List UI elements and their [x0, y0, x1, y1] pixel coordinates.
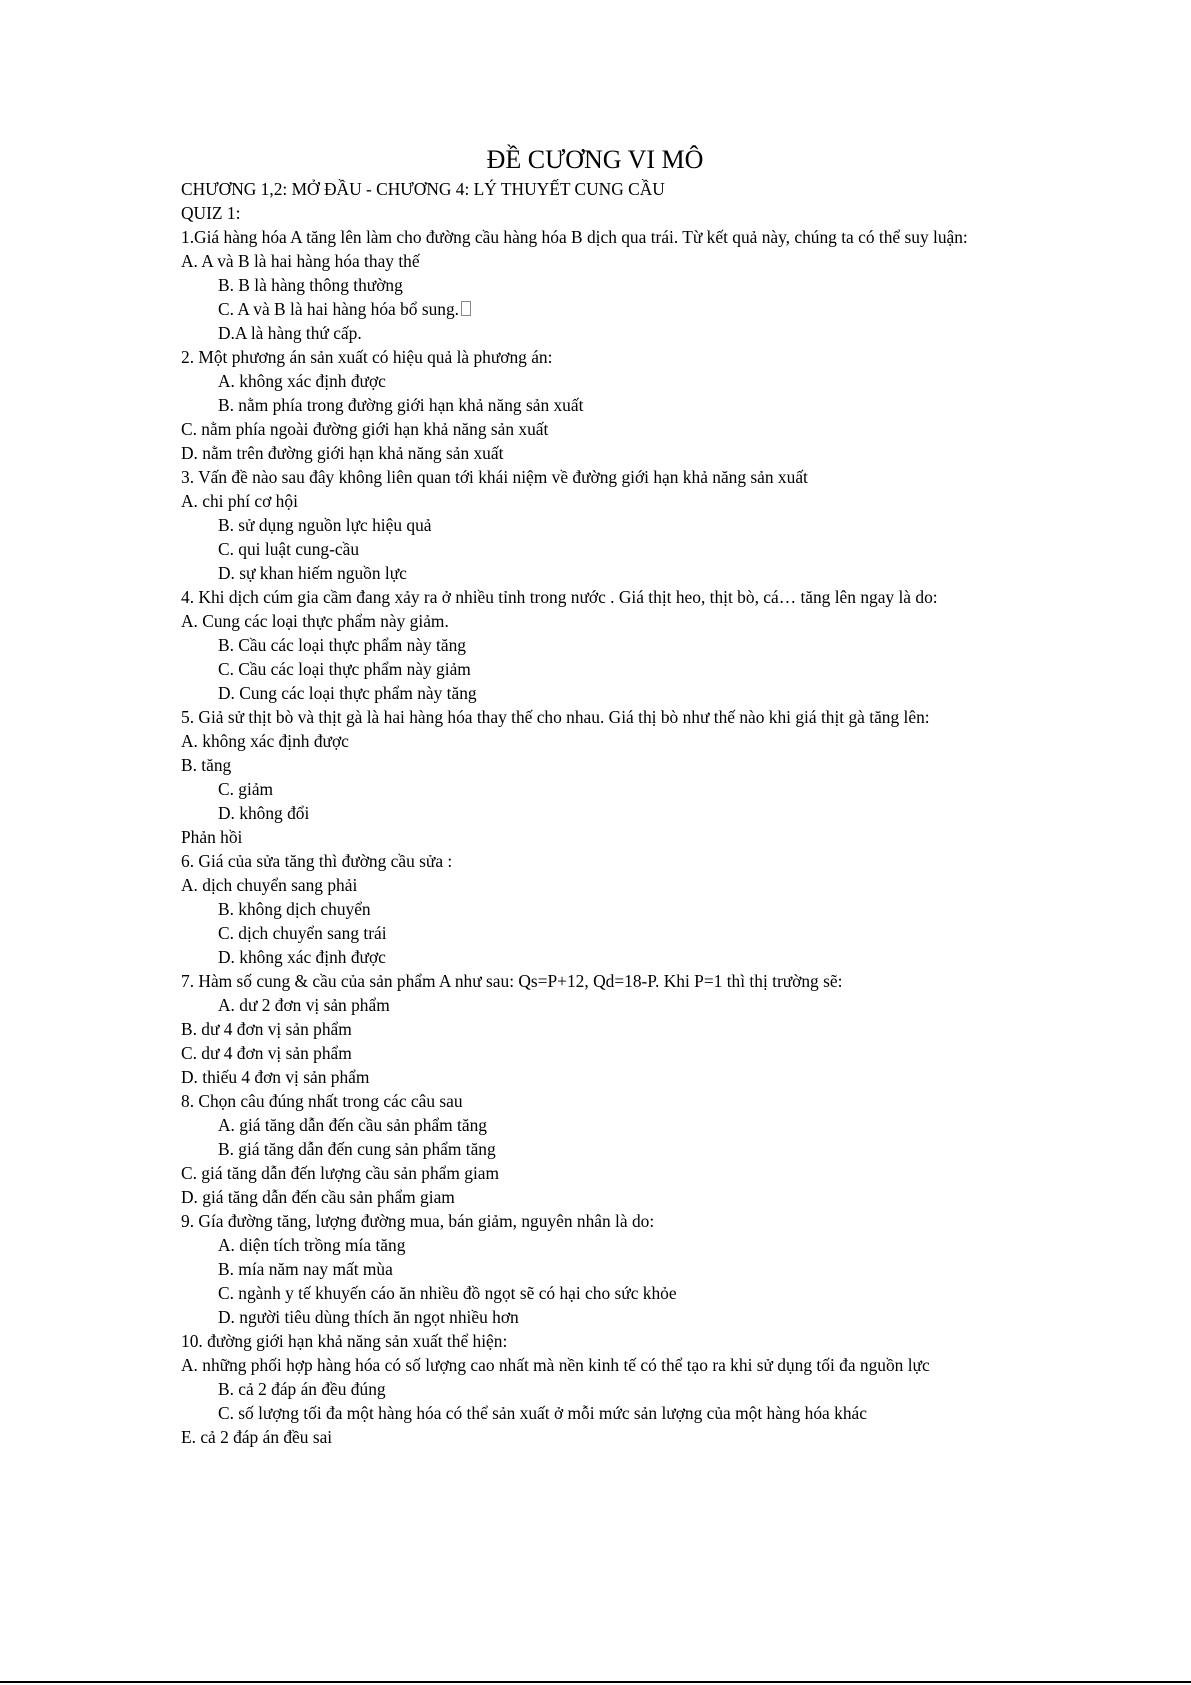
option: B. mía năm nay mất mùa: [218, 1259, 393, 1279]
question-10: 10. đường giới hạn khả năng sản xuất thể hiện:: [181, 1331, 508, 1351]
option: C. dịch chuyển sang trái: [218, 923, 387, 943]
option: D. người tiêu dùng thích ăn ngọt nhiều hơn: [218, 1307, 519, 1327]
question-7: 7. Hàm số cung & cầu của sản phẩm A như sau: Qs=P+12, Qd=18-P. Khi P=1 thì thị trường sẽ:: [181, 971, 843, 991]
option: C. Cầu các loại thực phẩm này giảm: [218, 659, 471, 679]
document-title: ĐỀ CƯƠNG VI MÔ: [486, 145, 704, 174]
option: B. cả 2 đáp án đều đúng: [218, 1379, 386, 1399]
question-2: 2. Một phương án sản xuất có hiệu quả là phương án:: [181, 347, 553, 367]
document-page: [181, 143, 981, 1449]
question-9: 9. Gía đường tăng, lượng đường mua, bán giảm, nguyên nhân là do:: [181, 1211, 655, 1231]
option: A. Cung các loại thực phẩm này giảm.: [181, 611, 449, 631]
option: C. A và B là hai hàng hóa bổ sung.: [181, 297, 981, 321]
option: A. dịch chuyển sang phải: [181, 875, 358, 895]
question-8: 8. Chọn câu đúng nhất trong các câu sau: [181, 1091, 463, 1111]
option: D. không xác định được: [218, 947, 386, 967]
option: C. ngành y tế khuyến cáo ăn nhiều đồ ngọt sẽ có hại cho sức khỏe: [218, 1283, 677, 1303]
option: C. số lượng tối đa một hàng hóa có thể sản xuất ở mỗi mức sản lượng của một hàng hóa khác: [218, 1403, 867, 1423]
option: D. không đổi: [218, 803, 310, 823]
chapter-heading: CHƯƠNG 1,2: MỞ ĐẦU - CHƯƠNG 4: LÝ THUYẾT CUNG CẦU: [181, 179, 665, 199]
option: D. nằm trên đường giới hạn khả năng sản xuất: [181, 443, 504, 463]
option: B. không dịch chuyển: [218, 899, 371, 919]
option: D.A là hàng thứ cấp.: [218, 323, 362, 343]
option: D. sự khan hiếm nguồn lực: [218, 563, 407, 583]
option: A. diện tích trồng mía tăng: [218, 1235, 406, 1255]
option: C. giảm: [218, 779, 274, 799]
option: C. qui luật cung-cầu: [218, 539, 360, 559]
page-bottom-rule: [0, 1681, 1191, 1683]
question-4: 4. Khi dịch cúm gia cầm đang xảy ra ở nhiều tỉnh trong nước . Giá thịt heo, thịt bò, cá… tăng lên ngay là do:: [181, 587, 938, 607]
option: A. dư 2 đơn vị sản phẩm: [218, 995, 390, 1015]
option: A. chi phí cơ hội: [181, 491, 298, 511]
quiz-heading: QUIZ 1:: [181, 203, 241, 223]
option: B. dư 4 đơn vị sản phẩm: [181, 1019, 352, 1039]
feedback-label: Phản hồi: [181, 827, 243, 847]
option: C. nằm phía ngoài đường giới hạn khả năng sản xuất: [181, 419, 549, 439]
option: B. sử dụng nguồn lực hiệu quả: [218, 515, 432, 535]
option: B. nằm phía trong đường giới hạn khả năng sản xuất: [218, 395, 584, 415]
option: A. A và B là hai hàng hóa thay thế: [181, 251, 420, 271]
option: B. Cầu các loại thực phẩm này tăng: [218, 635, 466, 655]
option: A. không xác định được: [218, 371, 386, 391]
option: D. giá tăng dẫn đến cầu sản phẩm giam: [181, 1187, 455, 1207]
option: C. giá tăng dẫn đến lượng cầu sản phẩm giam: [181, 1163, 500, 1183]
option: A. không xác định được: [181, 731, 349, 751]
option: B. tăng: [181, 755, 232, 775]
option: D. thiếu 4 đơn vị sản phẩm: [181, 1067, 370, 1087]
question-1: 1.Giá hàng hóa A tăng lên làm cho đường cầu hàng hóa B dịch qua trái. Từ kết quả này, chúng ta có thể suy luận:: [181, 227, 968, 247]
option: E. cả 2 đáp án đều sai: [181, 1427, 333, 1447]
option: A. những phối hợp hàng hóa có số lượng cao nhất mà nền kinh tế có thể tạo ra khi sử dụng tối đa nguồn lực: [181, 1355, 930, 1375]
option: D. Cung các loại thực phẩm này tăng: [218, 683, 477, 703]
option: B. giá tăng dẫn đến cung sản phẩm tăng: [218, 1139, 496, 1159]
option: C. dư 4 đơn vị sản phẩm: [181, 1043, 352, 1063]
option: B. B là hàng thông thường: [218, 275, 403, 295]
option: A. giá tăng dẫn đến cầu sản phẩm tăng: [218, 1115, 487, 1135]
question-3: 3. Vấn đề nào sau đây không liên quan tới khái niệm về đường giới hạn khả năng sản xuất: [181, 467, 808, 487]
question-6: 6. Giá của sửa tăng thì đường cầu sửa :: [181, 851, 453, 871]
question-5: 5. Giả sử thịt bò và thịt gà là hai hàng hóa thay thế cho nhau. Giá thị bò như thế nào khi giá thịt gà tăng lên:: [181, 707, 930, 727]
missing-glyph-icon: [461, 301, 471, 316]
